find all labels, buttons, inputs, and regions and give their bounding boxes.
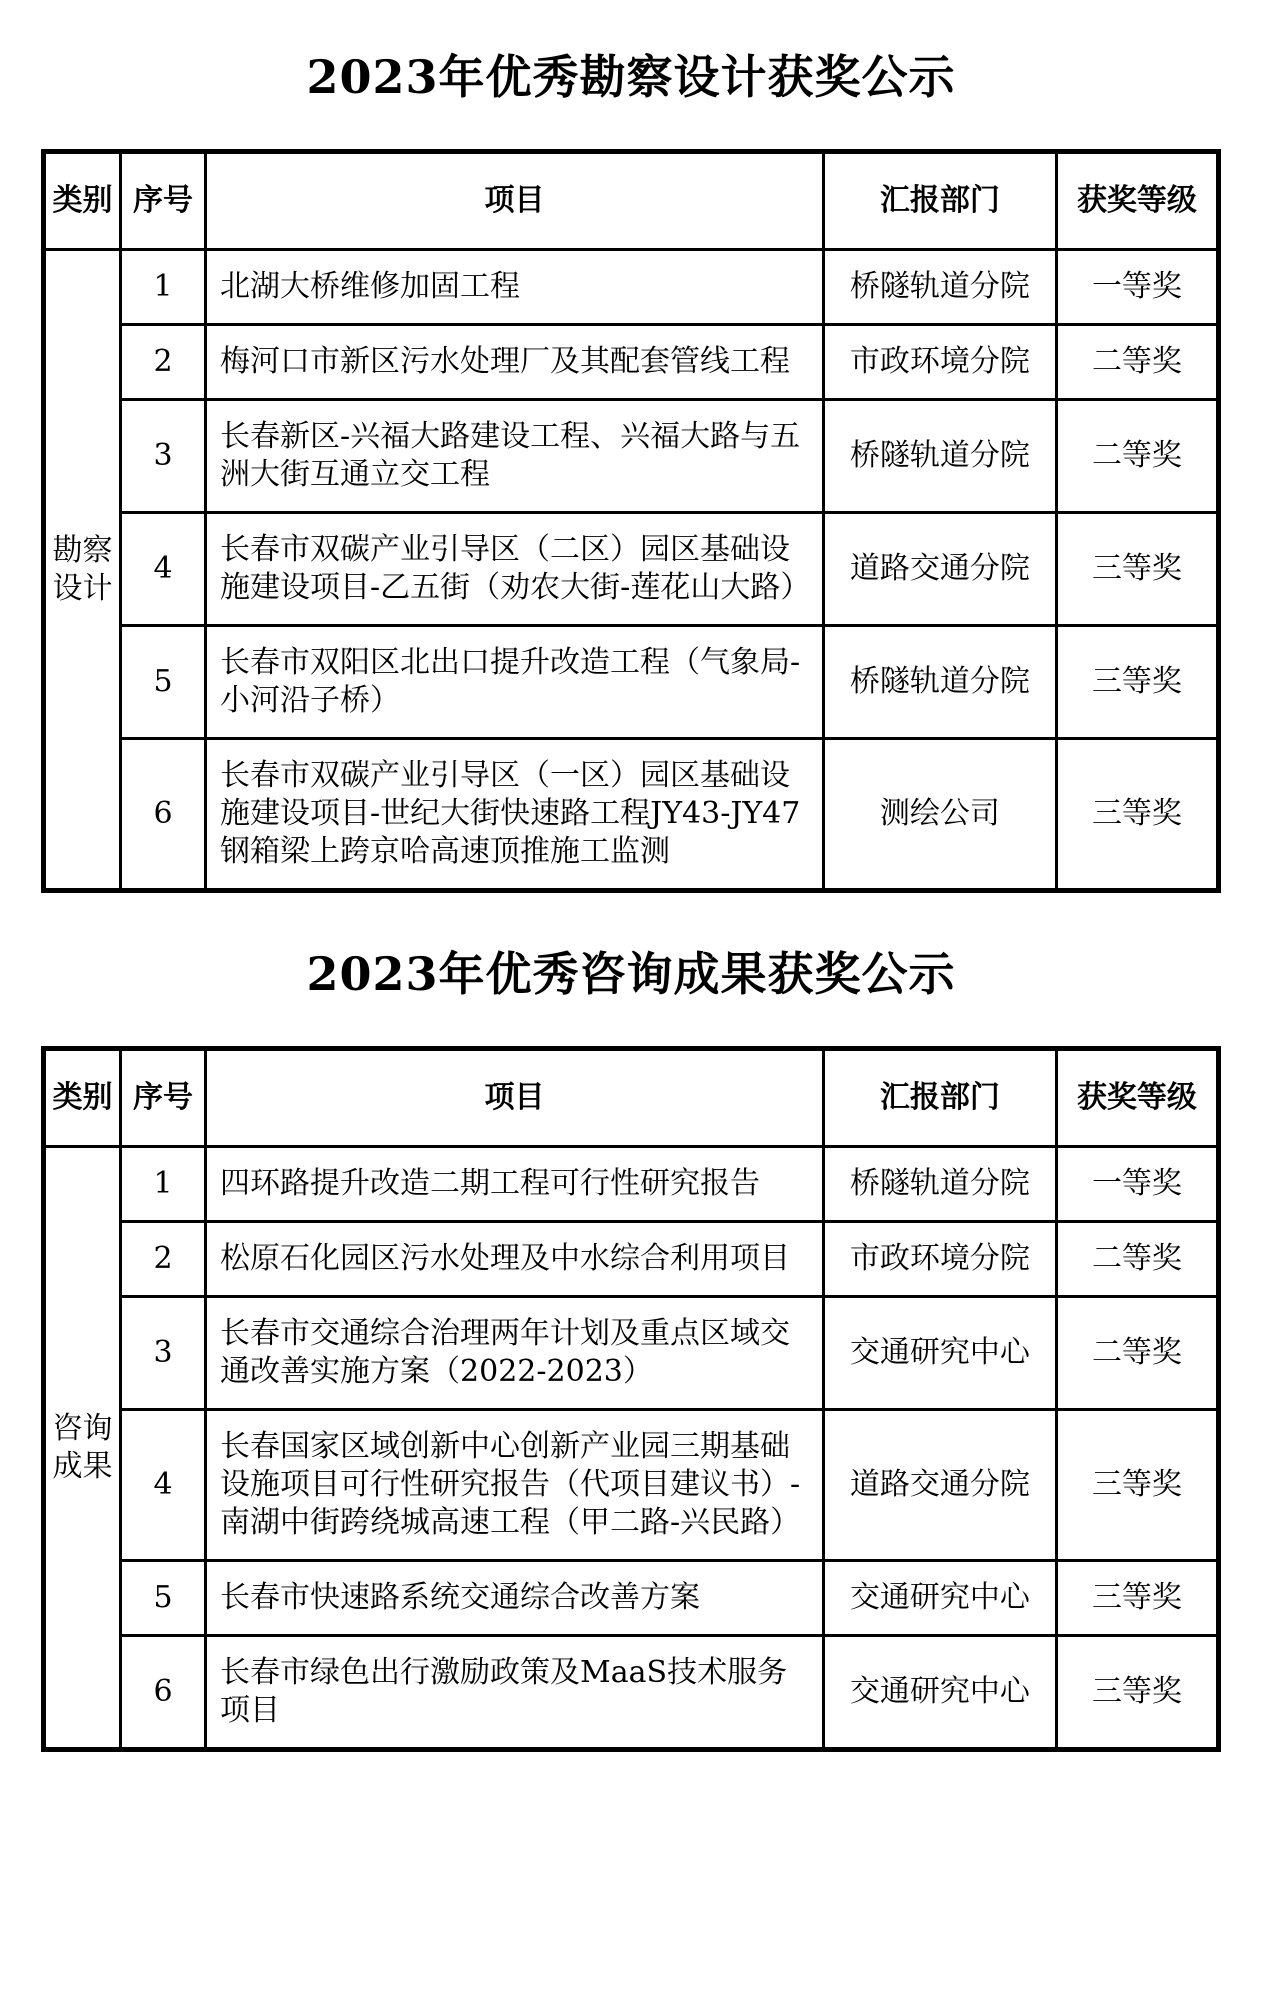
consulting-awards-section: [41, 947, 1221, 1752]
col-header-category: 类别: [44, 1049, 121, 1147]
row-number: 3: [120, 1297, 205, 1410]
table-row: [44, 1222, 1219, 1297]
row-number: 2: [120, 1222, 205, 1297]
project-name: 长春市双碳产业引导区（一区）园区基础设施建设项目-世纪大街快速路工程JY43-JY47钢箱梁上跨京哈高速顶推施工监测: [206, 739, 824, 891]
row-number: 2: [120, 325, 205, 400]
col-header-award: 获奖等级: [1056, 152, 1218, 250]
table-row: [44, 1410, 1219, 1561]
table-row: [44, 1297, 1219, 1410]
table-row: [44, 1147, 1219, 1222]
table-row: [44, 513, 1219, 626]
reporting-department: 测绘公司: [823, 739, 1056, 891]
award-level: 三等奖: [1056, 626, 1218, 739]
survey-design-awards-table: [41, 149, 1221, 893]
project-name: 梅河口市新区污水处理厂及其配套管线工程: [206, 325, 824, 400]
table-body: [44, 250, 1219, 891]
col-header-department: 汇报部门: [823, 1049, 1056, 1147]
award-level: 三等奖: [1056, 739, 1218, 891]
award-level: 二等奖: [1056, 400, 1218, 513]
award-level: 三等奖: [1056, 1410, 1218, 1561]
project-name: 长春市双碳产业引导区（二区）园区基础设施建设项目-乙五街（劝农大街-莲花山大路）: [206, 513, 824, 626]
survey-design-awards-title: 2023年优秀勘察设计获奖公示: [306, 50, 956, 104]
project-name: 长春国家区域创新中心创新产业园三期基础设施项目可行性研究报告（代项目建议书）-南湖中街跨绕城高速工程（甲二路-兴民路）: [206, 1410, 824, 1561]
col-header-project: 项目: [206, 152, 824, 250]
table-row: [44, 626, 1219, 739]
row-number: 1: [120, 1147, 205, 1222]
row-number: 6: [120, 739, 205, 891]
table-row: [44, 325, 1219, 400]
reporting-department: 桥隧轨道分院: [823, 400, 1056, 513]
col-header-award: 获奖等级: [1056, 1049, 1218, 1147]
table-row: [44, 400, 1219, 513]
reporting-department: 交通研究中心: [823, 1297, 1056, 1410]
award-level: 一等奖: [1056, 250, 1218, 325]
row-number: 4: [120, 1410, 205, 1561]
reporting-department: 桥隧轨道分院: [823, 250, 1056, 325]
project-name: 长春市双阳区北出口提升改造工程（气象局-小河沿子桥）: [206, 626, 824, 739]
table-body: [44, 1147, 1219, 1750]
reporting-department: 市政环境分院: [823, 325, 1056, 400]
reporting-department: 桥隧轨道分院: [823, 626, 1056, 739]
col-header-number: 序号: [120, 152, 205, 250]
table-header: [44, 152, 1219, 250]
award-level: 二等奖: [1056, 325, 1218, 400]
table-row: [44, 250, 1219, 325]
reporting-department: 道路交通分院: [823, 1410, 1056, 1561]
project-name: 长春市交通综合治理两年计划及重点区域交通改善实施方案（2022-2023）: [206, 1297, 824, 1410]
row-number: 5: [120, 626, 205, 739]
row-number: 6: [120, 1636, 205, 1750]
reporting-department: 桥隧轨道分院: [823, 1147, 1056, 1222]
table-row: [44, 739, 1219, 891]
survey-design-awards-section: [41, 50, 1221, 893]
row-number: 4: [120, 513, 205, 626]
category-cell: 咨询成果: [44, 1147, 121, 1750]
row-number: 1: [120, 250, 205, 325]
table-row: [44, 1636, 1219, 1750]
award-level: 三等奖: [1056, 513, 1218, 626]
project-name: 长春市快速路系统交通综合改善方案: [206, 1561, 824, 1636]
col-header-department: 汇报部门: [823, 152, 1056, 250]
project-name: 长春市绿色出行激励政策及MaaS技术服务项目: [206, 1636, 824, 1750]
row-number: 5: [120, 1561, 205, 1636]
col-header-category: 类别: [44, 152, 121, 250]
project-name: 四环路提升改造二期工程可行性研究报告: [206, 1147, 824, 1222]
project-name: 松原石化园区污水处理及中水综合利用项目: [206, 1222, 824, 1297]
consulting-awards-title: 2023年优秀咨询成果获奖公示: [306, 947, 956, 1002]
category-cell: 勘察设计: [44, 250, 121, 891]
project-name: 长春新区-兴福大路建设工程、兴福大路与五洲大街互通立交工程: [206, 400, 824, 513]
award-level: 一等奖: [1056, 1147, 1218, 1222]
reporting-department: 道路交通分院: [823, 513, 1056, 626]
col-header-number: 序号: [120, 1049, 205, 1147]
header-row: [44, 1049, 1219, 1147]
row-number: 3: [120, 400, 205, 513]
col-header-project: 项目: [206, 1049, 824, 1147]
project-name: 北湖大桥维修加固工程: [206, 250, 824, 325]
award-level: 三等奖: [1056, 1636, 1218, 1750]
reporting-department: 市政环境分院: [823, 1222, 1056, 1297]
reporting-department: 交通研究中心: [823, 1636, 1056, 1750]
award-level: 二等奖: [1056, 1222, 1218, 1297]
header-row: [44, 152, 1219, 250]
table-header: [44, 1049, 1219, 1147]
reporting-department: 交通研究中心: [823, 1561, 1056, 1636]
table-row: [44, 1561, 1219, 1636]
award-level: 二等奖: [1056, 1297, 1218, 1410]
consulting-awards-table: [41, 1046, 1221, 1752]
award-level: 三等奖: [1056, 1561, 1218, 1636]
